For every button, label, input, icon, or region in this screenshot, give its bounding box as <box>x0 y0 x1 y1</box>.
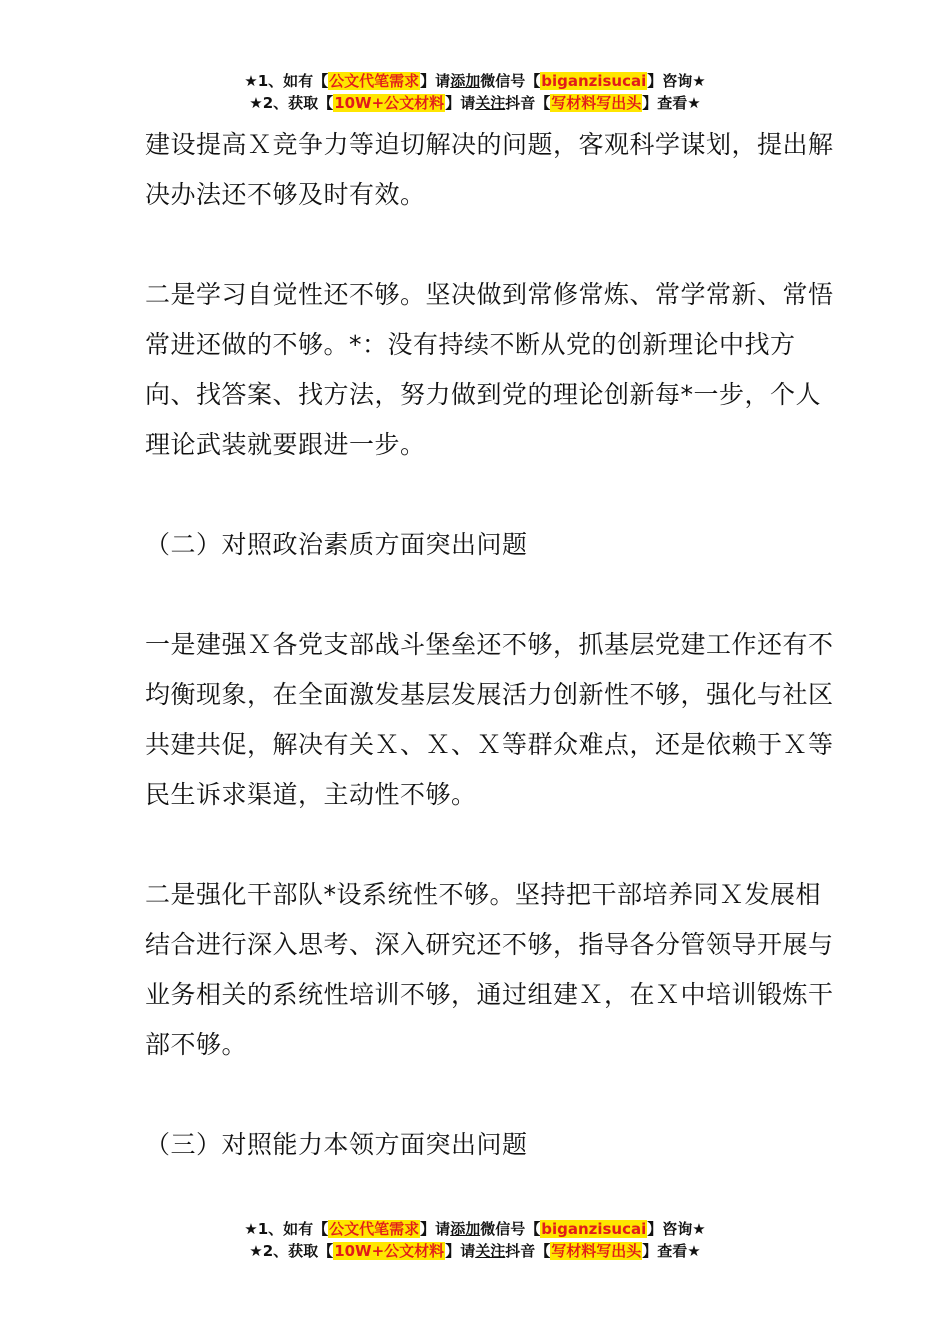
paragraph: 一是建强Ｘ各党支部战斗堡垒还不够，抓基层党建工作还有不均衡现象，在全面激发基层发展活力创新性不够，强化与社区共建共促，解决有关Ｘ、Ｘ、Ｘ等群众难点，还是依赖于Ｘ等民生诉求渠道，主动性不够。 <box>145 630 834 809</box>
banner-text: 】请 <box>420 72 451 90</box>
banner-text: 】查看★ <box>642 94 701 112</box>
banner-text: ★1、如有【 <box>244 72 329 90</box>
paragraph: 建设提高Ｘ竞争力等迫切解决的问题，客观科学谋划，提出解决办法还不够及时有效。 <box>145 130 834 209</box>
banner-wechat-id: biganzisucai <box>541 1220 647 1238</box>
banner-text: 微信号【 <box>480 1220 541 1238</box>
banner-text: ★2、获取【 <box>249 1242 334 1260</box>
banner-line-1 <box>0 1218 950 1240</box>
banner-highlight: 公文代笔需求 <box>329 1220 420 1238</box>
banner-highlight: 10W+公文材料 <box>334 94 445 112</box>
section-heading: （三）对照能力本领方面突出问题 <box>145 1130 528 1159</box>
banner-text: 】咨询★ <box>647 72 706 90</box>
paragraph: 二是强化干部队*设系统性不够。坚持把干部培养同Ｘ发展相结合进行深入思考、深入研究还不够，指导各分管领导开展与业务相关的系统性培训不够，通过组建Ｘ，在Ｘ中培训锻炼干部不够。 <box>145 880 834 1059</box>
banner-text: 】请 <box>420 1220 451 1238</box>
banner-line-1 <box>0 70 950 92</box>
footer-banner <box>0 1218 950 1262</box>
banner-highlight: 公文代笔需求 <box>329 72 420 90</box>
banner-text: 抖音【 <box>505 94 551 112</box>
header-banner <box>0 70 950 114</box>
banner-underline-text: 关注 <box>475 1242 506 1260</box>
section-heading: （二）对照政治素质方面突出问题 <box>145 530 528 559</box>
banner-text: ★2、获取【 <box>249 94 334 112</box>
banner-douyin-id: 写材料写出头 <box>551 1242 642 1260</box>
banner-douyin-id: 写材料写出头 <box>551 94 642 112</box>
banner-text: ★1、如有【 <box>244 1220 329 1238</box>
banner-text: 微信号【 <box>480 72 541 90</box>
banner-text: 抖音【 <box>505 1242 551 1260</box>
banner-highlight: 10W+公文材料 <box>334 1242 445 1260</box>
banner-line-2 <box>0 1240 950 1262</box>
banner-underline-text: 关注 <box>475 94 506 112</box>
banner-underline-text: 添加 <box>450 72 481 90</box>
banner-text: 】请 <box>445 94 476 112</box>
banner-line-2 <box>0 92 950 114</box>
banner-underline-text: 添加 <box>450 1220 481 1238</box>
banner-text: 】请 <box>445 1242 476 1260</box>
banner-text: 】咨询★ <box>647 1220 706 1238</box>
banner-text: 】查看★ <box>642 1242 701 1260</box>
paragraph: 二是学习自觉性还不够。坚决做到常修常炼、常学常新、常悟常进还做的不够。*：没有持续不断从党的创新理论中找方向、找答案、找方法，努力做到党的理论创新每*一步，个人理论武装就要跟进一步。 <box>145 280 834 459</box>
banner-wechat-id: biganzisucai <box>541 72 647 90</box>
document-body <box>145 120 835 1220</box>
